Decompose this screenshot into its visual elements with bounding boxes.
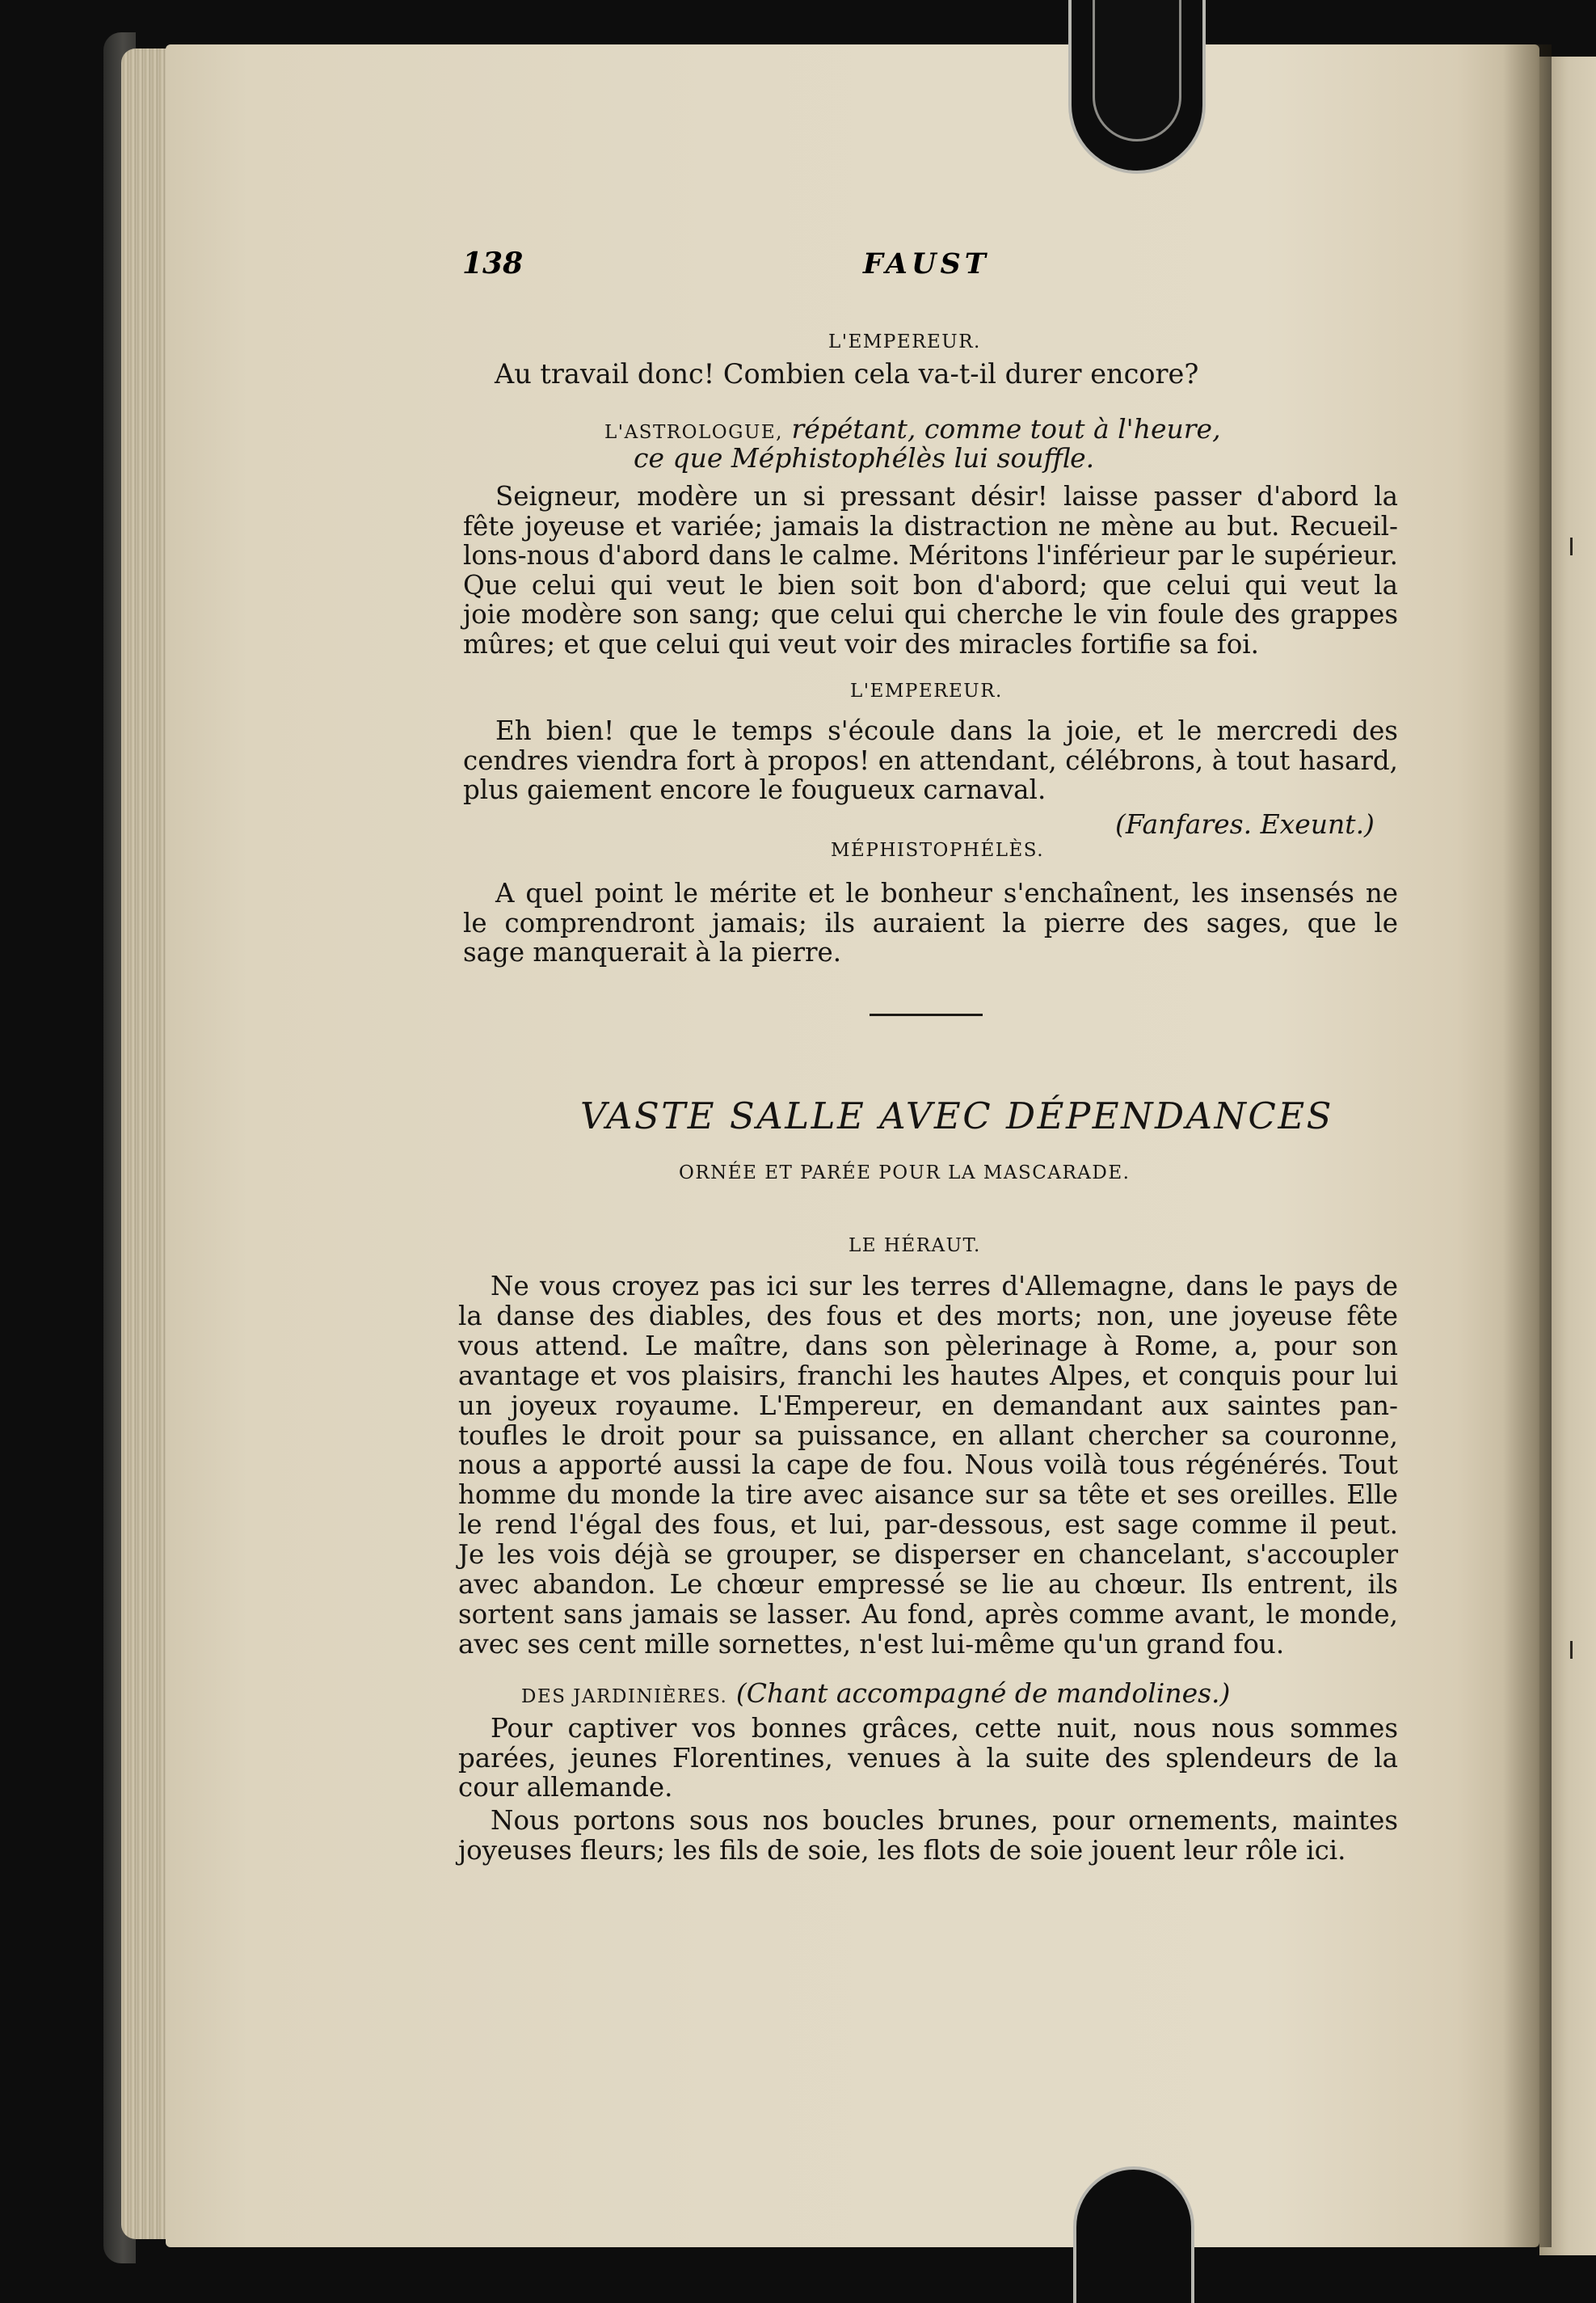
speech-line: sage manquerait à la pierre. — [463, 937, 842, 968]
speech-line: joie modère son sang; que celui qui cherche le vin foule des grappes — [463, 599, 1398, 630]
speech-line: Seigneur, modère un si pressant désir! laisse passer d'abord la — [495, 481, 1398, 512]
speaker-gardeners: DES JARDINIÈRES. — [521, 1686, 728, 1707]
speech-line: Eh bien! que le temps s'écoule dans la joie, et le mercredi des — [495, 715, 1398, 746]
speech-line: Que celui qui veut le bien soit bon d'abord; que celui qui veut la — [463, 569, 1398, 601]
speaker-emperor: L'EMPEREUR. — [828, 331, 981, 352]
margin-mark — [1570, 538, 1573, 555]
speech-line: avec abandon. Le chœur empressé se lie au chœur. Ils entrent, ils — [458, 1569, 1398, 1601]
speech-line: joyeuses fleurs; les fils de soie, les flots de soie jouent leur rôle ici. — [458, 1834, 1346, 1866]
speech-line: vous attend. Le maître, dans son pèlerinage à Rome, a, pour son — [458, 1330, 1398, 1361]
page-number: 138 — [462, 247, 524, 280]
speech-line: A quel point le mérite et le bonheur s'enchaînent, les insensés ne — [495, 878, 1398, 909]
herald-speech — [458, 1272, 1398, 1660]
astrologer-direction-2: ce que Méphistophélès lui souffle. — [634, 442, 1095, 474]
gardeners-speech-2 — [458, 1806, 1398, 1865]
speech-line: la danse des diables, des fous et des morts; non, une joyeuse fête — [458, 1300, 1398, 1331]
mephisto-speech — [463, 879, 1398, 968]
speaker-emperor: L'EMPEREUR. — [850, 681, 1003, 702]
speech-line: plus gaiement encore le fougueux carnaval. — [463, 774, 1046, 805]
speech-line: Pour captiver vos bonnes grâces, cette nuit, nous nous sommes — [491, 1713, 1398, 1744]
speech-line: le rend l'égal des fous, et lui, par-dessous, est sage comme il peut. — [458, 1509, 1398, 1541]
section-divider — [870, 1014, 983, 1016]
speech-line: Nous portons sous nos boucles brunes, pour ornements, maintes — [491, 1805, 1398, 1836]
scene-title: VASTE SALLE AVEC DÉPENDANCES — [580, 1095, 1334, 1137]
gardeners-speech-1 — [458, 1714, 1398, 1803]
emperor-speech — [463, 716, 1398, 805]
speech-line: cendres viendra fort à propos! en attendant, célébrons, à tout hasard, — [463, 744, 1398, 776]
emperor-line: Au travail donc! Combien cela va-t-il durer encore? — [495, 358, 1199, 390]
speech-line: le comprendront jamais; ils auraient la pierre des sages, que le — [463, 907, 1398, 938]
top-page-clip-inner — [1093, 0, 1181, 141]
speech-line: nous a apporté aussi la cape de fou. Nous voilà tous régénérés. Tout — [458, 1449, 1398, 1481]
gardeners-heading — [521, 1677, 1230, 1709]
speaker-herald: LE HÉRAUT. — [849, 1235, 981, 1256]
speech-line: un joyeux royaume. L'Empereur, en demandant aux saintes pan- — [458, 1390, 1398, 1421]
astrologer-direction-1: répétant, comme tout à l'heure, — [791, 413, 1221, 445]
running-head: FAUST — [863, 247, 990, 280]
speech-line: cour allemande. — [458, 1772, 673, 1803]
speaker-astrologer: L'ASTROLOGUE, — [604, 422, 783, 443]
stage-direction: (Fanfares. Exeunt.) — [1115, 808, 1375, 840]
speech-line: toufles le droit pour sa puissance, en allant chercher sa couronne, — [458, 1419, 1398, 1451]
speech-line: parées, jeunes Florentines, venues à la suite des splendeurs de la — [458, 1742, 1398, 1774]
speech-line: homme du monde la tire avec aisance sur sa tête et ses oreilles. Elle — [458, 1479, 1398, 1511]
margin-mark — [1570, 1641, 1573, 1659]
speech-line: avec ses cent mille sornettes, n'est lui-même qu'un grand fou. — [458, 1628, 1285, 1660]
speech-line: mûres; et que celui qui veut voir des miracles fortifie sa foi. — [463, 628, 1259, 660]
bottom-page-clip — [1073, 2166, 1194, 2303]
speech-line: Ne vous croyez pas ici sur les terres d'Allemagne, dans le pays de — [491, 1271, 1398, 1301]
speech-line: sortent sans jamais se lasser. Au fond, après comme avant, le monde, — [458, 1598, 1398, 1630]
speaker-mephisto: MÉPHISTOPHÉLÈS. — [831, 840, 1045, 861]
speech-line: fête joyeuse et variée; jamais la distraction ne mène au but. Recueil- — [463, 510, 1398, 542]
gardeners-direction: (Chant accompagné de mandolines.) — [735, 1677, 1231, 1709]
astrologer-heading — [604, 413, 1221, 445]
speech-line: Je les vois déjà se grouper, se disperser en chancelant, s'accoupler — [458, 1539, 1398, 1571]
gutter-shadow — [1503, 44, 1552, 2247]
astrologer-speech — [463, 482, 1398, 659]
scene-subtitle: ORNÉE ET PARÉE POUR LA MASCARADE. — [679, 1162, 1131, 1183]
speech-line: lons-nous d'abord dans le calme. Méritons l'inférieur par le supérieur. — [463, 540, 1398, 571]
speech-line: avantage et vos plaisirs, franchi les hautes Alpes, et conquis pour lui — [458, 1360, 1398, 1391]
